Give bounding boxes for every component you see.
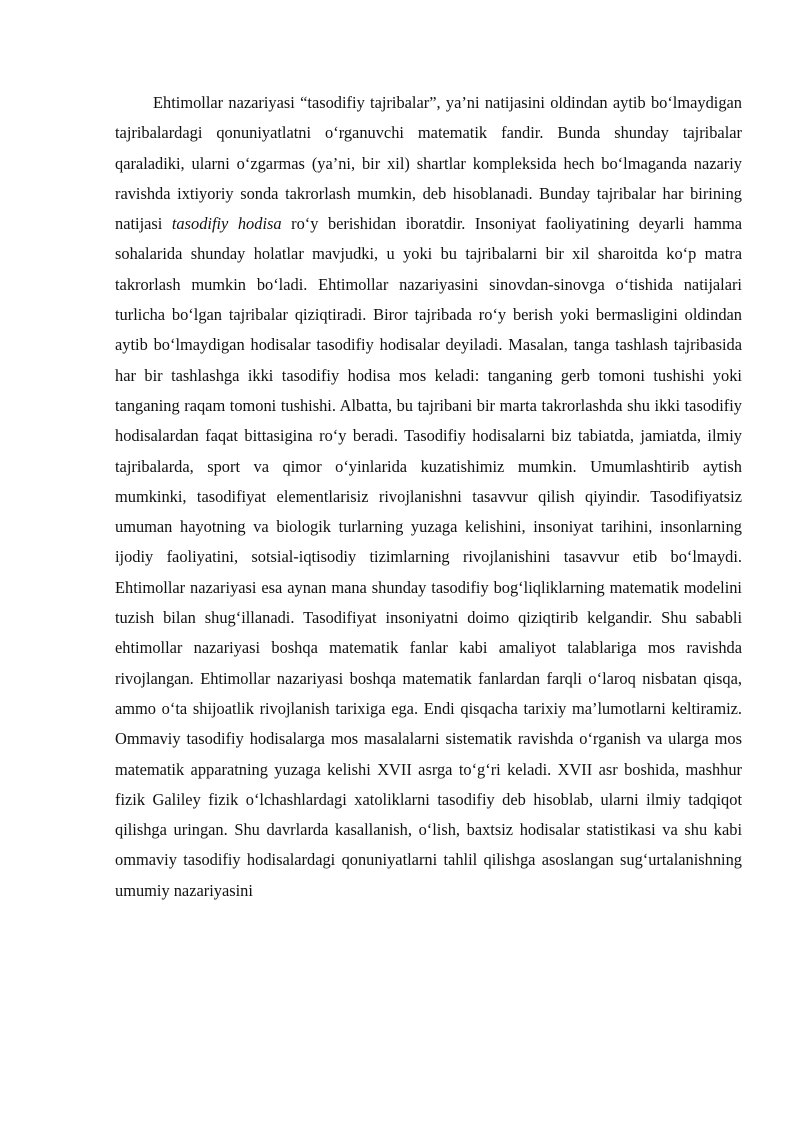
paragraph-text-part2: ro‘y berishidan iboratdir. Insoniyat faoliyatining deyarli hamma sohalarida shunday holatlar mavjudki, u yoki bu tajribalarni bir xil sharoitda ko‘p matra takrorlash mumkin bo‘ladi. Ehtimollar nazariyasini sinovdan-sinovga o‘tishida natijalari turlicha bo‘lgan tajribalar qiziqtiradi. Biror tajribada ro‘y berish yoki bermasligini oldindan aytib bo‘lmaydigan hodisalar tasodifiy hodisalar deyiladi. Masalan, tanga tashlash tajribasida har bir tashlashga ikki tasodifiy hodisa mos keladi: tanganing gerb tomoni tushishi yoki tanganing raqam tomoni tushishi. Albatta, bu tajribani bir marta takrorlashda shu ikki tasodifiy hodisalardan faqat bittasigina ro‘y beradi. Tasodifiy hodisalarni biz tabiatda, jamiatda, ilmiy tajribalarda, sport va qimor o‘yinlarida kuzatishimiz mumkin. Umumlashtirib aytish mumkinki, tasodifiyat elementlarisiz rivojlanishni tasavvur qilish qiyindir. Tasodifiyatsiz umuman hayotning va biologik turlarning yuzaga kelishini, insoniyat tarihini, insonlarning ijodiy faoliyatini, sotsial-iqtisodiy tizimlarning rivojlanishini tasavvur etib bo‘lmaydi. Ehtimollar nazariyasi esa aynan mana shunday tasodifiy bog‘liqliklarning matematik modelini tuzish bilan shug‘illanadi. Tasodifiyat insoniyatni doimo qiziqtirib kelgandir. Shu sababli ehtimollar nazariyasi boshqa matematik fanlar kabi amaliyot talablariga mos ravishda rivojlangan. Ehtimollar nazariyasi boshqa matematik fanlardan farqli o‘laroq nisbatan qisqa, ammo o‘ta shijoatlik rivojlanish tarixiga ega. Endi qisqacha tarixiy ma’lumotlarni keltiramiz. Ommaviy tasodifiy hodisalarga mos masalalarni sistematik ravishda o‘rganish va ularga mos matematik apparatning yuzaga kelishi XVII asrga to‘g‘ri keladi. XVII asr boshida, mashhur fizik Galiley fizik o‘lchashlardagi xatoliklarni tasodifiy deb hisoblab, ularni ilmiy tadqiqot qilishga uringan. Shu davrlarda kasallanish, o‘lish, baxtsiz hodisalar statistikasi va shu kabi ommaviy tasodifiy hodisalardagi qonuniyatlarni tahlil qilishga asoslangan sug‘urtalanishning umumiy nazariyasini (115, 214, 742, 900)
document-page (115, 88, 742, 906)
body-paragraph (115, 88, 742, 906)
paragraph-text-part1: Ehtimollar nazariyasi “tasodifiy tajribalar”, ya’ni natijasini oldindan aytib bo‘lmaydigan tajribalardagi qonuniyatlatni o‘rganuvchi matematik fandir. Bunda shunday tajribalar qaraladiki, ularni o‘zgarmas (ya’ni, bir xil) shartlar kompleksida hech bo‘lmaganda nazariy ravishda ixtiyoriy sonda takrorlash mumkin, deb hisoblanadi. Bunday tajribalar har birining natijasi (115, 93, 742, 234)
italic-term: tasodifiy hodisa (171, 214, 282, 234)
